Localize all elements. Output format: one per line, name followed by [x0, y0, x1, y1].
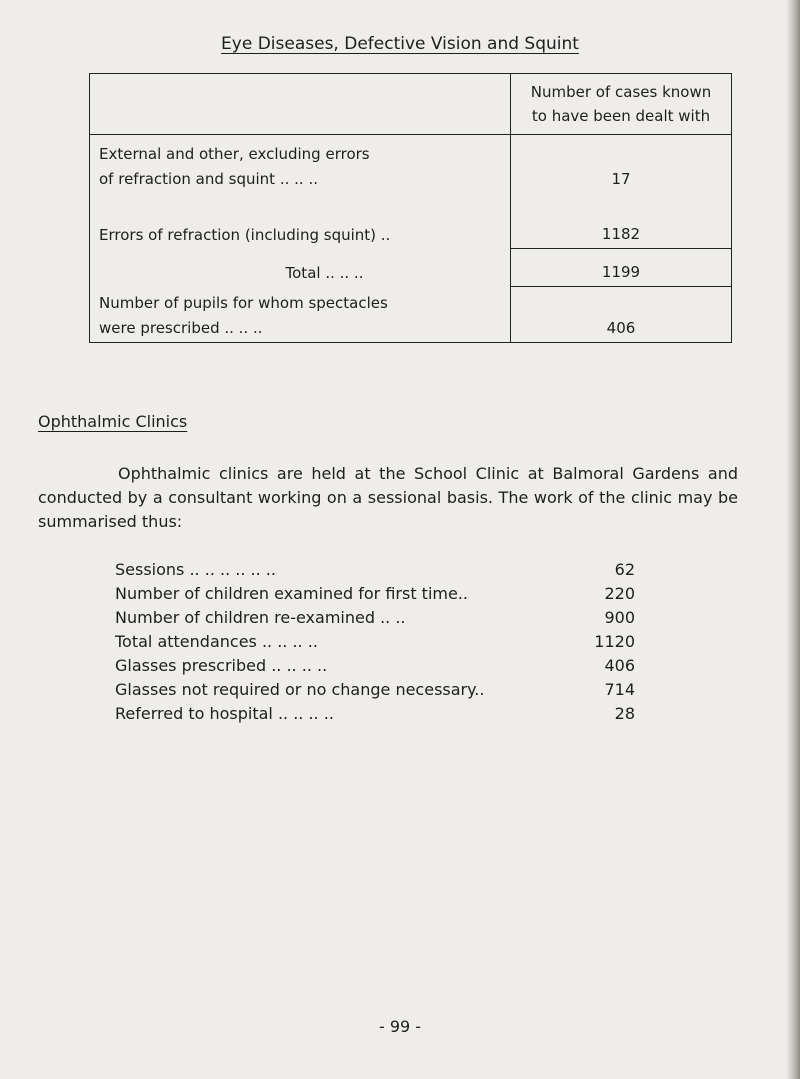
row-label-line: External and other, excluding errors [99, 144, 370, 163]
paragraph-text: Ophthalmic clinics are held at the School Clinic at Balmoral Gardens and conducted by a consultant working on a sessional basis. The work of the clinic may be summarised thus: [38, 464, 738, 531]
table-row [90, 193, 732, 249]
table-column-header [511, 74, 732, 135]
row-label-line: Total .. .. .. [285, 263, 364, 282]
list-item [115, 582, 635, 606]
row-label-line: Number of pupils for whom spectacles [99, 294, 388, 312]
page-number: - 99 - [378, 1017, 422, 1036]
table-row-label [90, 193, 511, 249]
summary-label: Sessions .. .. .. .. .. .. [115, 560, 276, 579]
summary-value: 220 [604, 584, 635, 603]
table-row-label [90, 249, 511, 287]
table-row-label [90, 135, 511, 193]
list-item [115, 606, 635, 630]
row-label-line: Errors of refraction (including squint) .. [99, 225, 391, 244]
clinics-paragraph [38, 462, 738, 534]
summary-label: Total attendances .. .. .. .. [115, 632, 318, 651]
section-heading: Ophthalmic Clinics [38, 412, 188, 431]
table-row [90, 135, 732, 193]
column-header-line-1: Number of cases known [530, 83, 712, 101]
summary-value: 900 [604, 608, 635, 627]
row-label-line: were prescribed .. .. .. [99, 319, 263, 337]
summary-label: Glasses not required or no change necessary.. [115, 680, 485, 699]
summary-value: 62 [614, 560, 635, 579]
list-item [115, 702, 635, 726]
table-row-value: 406 [511, 287, 732, 343]
list-item [115, 630, 635, 654]
summary-value: 28 [614, 704, 635, 723]
list-item [115, 558, 635, 582]
table-row-label [90, 287, 511, 343]
table-row-value: 1199 [511, 249, 732, 287]
page-edge-shadow [786, 0, 800, 1079]
summary-label: Number of children examined for first time.. [115, 584, 468, 603]
summary-value: 406 [604, 656, 635, 675]
table-row-value: 17 [511, 135, 732, 193]
table-header-row [90, 74, 732, 135]
cases-table [89, 73, 732, 343]
list-item [115, 678, 635, 702]
summary-label: Glasses prescribed .. .. .. .. [115, 656, 328, 675]
summary-label: Number of children re-examined .. .. [115, 608, 406, 627]
column-header-line-2: to have been dealt with [531, 107, 711, 125]
page-title: Eye Diseases, Defective Vision and Squint [221, 34, 579, 54]
table-row [90, 287, 732, 343]
table-header-blank [90, 74, 511, 135]
summary-value: 714 [604, 680, 635, 699]
list-item [115, 654, 635, 678]
row-label-line: of refraction and squint .. .. .. [99, 169, 318, 188]
table-row-value: 1182 [511, 193, 732, 249]
summary-label: Referred to hospital .. .. .. .. [115, 704, 334, 723]
summary-list [115, 558, 635, 726]
summary-value: 1120 [594, 632, 635, 651]
table-row-total [90, 249, 732, 287]
